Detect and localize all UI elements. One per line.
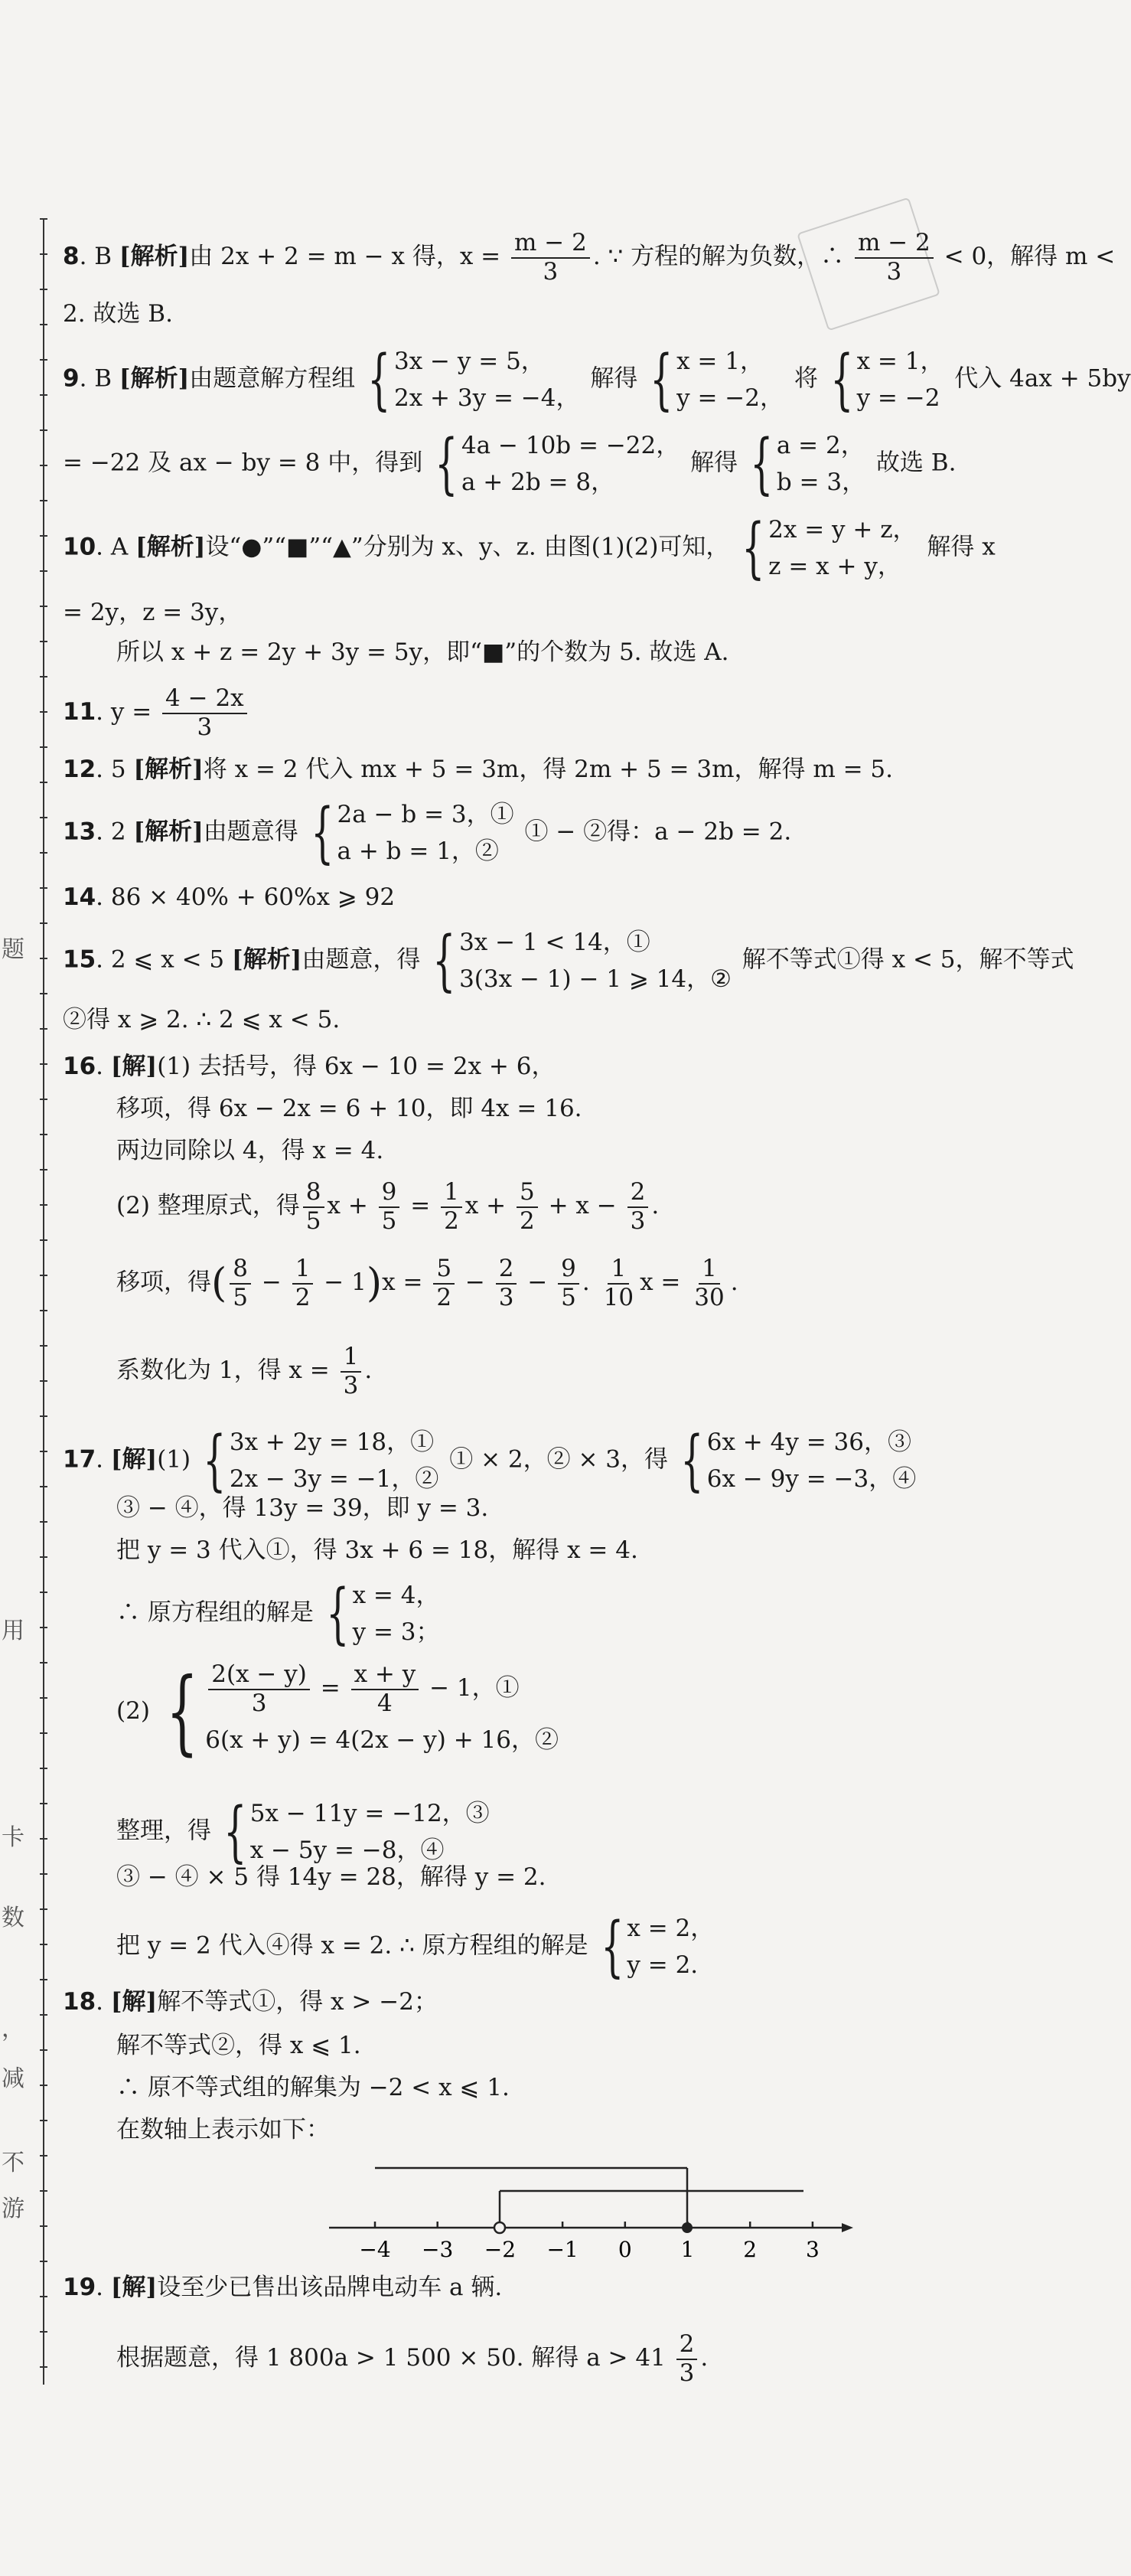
binding-tick <box>40 2049 47 2051</box>
question-number: 17 <box>63 1445 96 1474</box>
binding-tick <box>40 570 47 572</box>
q8-line1: 8. B [解析]由 2x + 2 = m − x 得，x = $\frac{m - 2}{3}$ . ∵ 方程的解为负数，∴ $\frac{m - 2}{3}$ < 0，解得 m < <box>63 229 1116 286</box>
question-number: 10 <box>63 533 96 561</box>
q17-line8: 把 y = 2 代入④得 x = 2. ∴ 原方程组的解是 { x = 2， y = 2. <box>116 1908 715 1985</box>
binding-tick <box>40 2155 47 2156</box>
binding-tick <box>40 606 47 607</box>
binding-tick <box>40 1944 47 1945</box>
margin-char: 数 <box>2 1905 24 1931</box>
q19-line2: 根据题意，得 1 800a > 1 500 × 50. 解得 a > 41 $\frac{2}{3}$ . <box>116 2330 709 2387</box>
q15-line1: 15. 2 ⩽ x < 5 [解析]由题意，得 { 3x − 1 < 14，① 3(3x − 1) − 1 ⩾ 14，② 解不等式①得 x < 5，解不等式 <box>63 922 1074 999</box>
q17-line4: ∴ 原方程组的解是 { x = 4， y = 3； <box>116 1575 440 1652</box>
binding-tick <box>40 1134 47 1135</box>
binding-tick <box>40 1556 47 1558</box>
margin-char: 卡 <box>2 1824 24 1851</box>
binding-tick <box>40 1697 47 1699</box>
binding-tick <box>40 465 47 466</box>
binding-tick <box>40 1310 47 1311</box>
q16-line1: 16. [解](1) 去括号，得 6x − 10 = 2x + 6， <box>63 1053 556 1080</box>
solution-tag: [解] <box>110 1445 158 1474</box>
equation-system: { 2x = y + z， z = x + y， <box>742 510 917 586</box>
q18-line1: 18. [解]解不等式①，得 x > −2； <box>63 1988 438 2016</box>
binding-tick <box>40 676 47 677</box>
binding-tick <box>40 817 47 818</box>
axis-label: 0 <box>618 2237 632 2262</box>
binding-tick <box>40 1521 47 1523</box>
question-number: 16 <box>63 1053 96 1080</box>
number-line <box>321 2151 857 2266</box>
equation-system: { 3x − 1 < 14，① 3(3x − 1) − 1 ⩾ 14，② <box>432 922 732 999</box>
binding-tick <box>40 1345 47 1347</box>
binding-tick <box>40 394 47 396</box>
analysis-tag: [解析] <box>135 533 206 561</box>
binding-tick <box>40 1768 47 1769</box>
binding-tick <box>40 2085 47 2086</box>
q9-line1: 9. B [解析]由题意解方程组 { 3x − y = 5， 2x + 3y = −4， 解得 { x = 1， y = −2， 将 { x = 1， y = −2 代入 4ax + 5by <box>63 341 1131 418</box>
margin-char: 不 <box>2 2150 24 2176</box>
binding-tick <box>40 359 47 361</box>
q19-line1: 19. [解]设至少已售出该品牌电动车 a 辆. <box>63 2274 503 2301</box>
question-number: 12 <box>63 756 96 783</box>
q10-line2: = 2y，z = 3y， <box>63 599 243 626</box>
binding-tick <box>40 782 47 783</box>
binding-tick <box>40 711 47 713</box>
binding-tick <box>40 429 47 431</box>
q10-line3: 所以 x + z = 2y + 3y = 5y，即“■”的个数为 5. 故选 A. <box>116 638 729 666</box>
fraction: $\frac{m - 2}{3}$ <box>855 230 934 286</box>
q13-line1: 13. 2 [解析]由题意得 { 2a − b = 3，① a + b = 1，② ① − ②得：a − 2b = 2. <box>63 795 792 871</box>
binding-tick <box>40 1169 47 1170</box>
binding-tick <box>40 1873 47 1875</box>
q15-line2: ②得 x ⩾ 2. ∴ 2 ⩽ x < 5. <box>63 1006 341 1033</box>
binding-tick <box>40 1732 47 1734</box>
question-number: 18 <box>63 1988 96 2016</box>
axis-label: 3 <box>805 2237 820 2262</box>
question-number: 13 <box>63 818 96 846</box>
q16-line3: 两边同除以 4，得 x = 4. <box>116 1137 384 1164</box>
q12-line1: 12. 5 [解析]将 x = 2 代入 mx + 5 = 3m，得 2m + 5 = 3m，解得 m = 5. <box>63 756 894 783</box>
axis-label: 2 <box>743 2237 758 2262</box>
binding-tick <box>40 993 47 994</box>
solution-tag: [解] <box>110 1988 158 2016</box>
solution-tag: [解] <box>110 2274 158 2301</box>
equation-system: { x = 1， y = −2， <box>650 341 784 418</box>
q16-line4: (2) 整理原式，得 $\frac{8}{5}$ x + $\frac{9}{5}$ = $\frac{1}{2}$ x + $\frac{5}{2}$ + x − $\frac{2}{3}$ . <box>116 1178 660 1235</box>
binding-tick <box>40 1979 47 1980</box>
binding-tick <box>40 2331 47 2333</box>
binding-tick <box>40 2225 47 2227</box>
closed-point <box>682 2222 693 2233</box>
q18-line4: 在数轴上表示如下： <box>116 2116 330 2143</box>
analysis-tag: [解析] <box>119 243 190 271</box>
q16-line6: 系数化为 1，得 x = $\frac{1}{3}$ . <box>116 1343 373 1399</box>
q17-line3: 把 y = 3 代入①，得 3x + 6 = 18，解得 x = 4. <box>116 1536 638 1564</box>
question-number: 15 <box>63 945 96 974</box>
binding-tick <box>40 1415 47 1417</box>
binding-line <box>43 218 44 2385</box>
binding-tick <box>40 1275 47 1276</box>
binding-tick <box>40 2014 47 2016</box>
binding-tick <box>40 289 47 290</box>
fraction: $\frac{m - 2}{3}$ <box>511 230 590 286</box>
binding-tick <box>40 1451 47 1452</box>
q9-line2: = −22 及 ax − by = 8 中，得到 { 4a − 10b = −22， a + 2b = 8， 解得 { a = 2， b = 3， 故选 B. <box>63 426 957 502</box>
binding-tick <box>40 1908 47 1910</box>
axis-label: 1 <box>680 2237 695 2262</box>
q8-line2: 2. 故选 B. <box>63 300 173 328</box>
equation-system: { 4a − 10b = −22， a + 2b = 8， <box>435 426 680 502</box>
equation-system: { 3x − y = 5， 2x + 3y = −4， <box>367 341 580 418</box>
binding-tick <box>40 746 47 748</box>
margin-char: 游 <box>2 2196 24 2222</box>
margin-char: 题 <box>2 936 24 963</box>
binding-tick <box>40 1099 47 1100</box>
question-number: 14 <box>63 883 96 911</box>
axis-label: −1 <box>546 2237 579 2262</box>
binding-margin <box>40 218 47 2385</box>
question-number: 19 <box>63 2274 96 2301</box>
axis-label: −3 <box>422 2237 454 2262</box>
binding-tick <box>40 2296 47 2297</box>
axis-label: −2 <box>484 2237 517 2262</box>
analysis-tag: [解析] <box>133 818 204 846</box>
binding-tick <box>40 1204 47 1206</box>
binding-tick <box>40 852 47 854</box>
q10-line1: 10. A [解析]设“●”“■”“▲”分别为 x、y、z. 由图(1)(2)可知， { 2x = y + z， z = x + y， 解得 x <box>63 510 996 586</box>
fraction: $\frac{4 - 2x}{3}$ <box>162 685 247 741</box>
axis-label: −4 <box>359 2237 391 2262</box>
q18-line2: 解不等式②，得 x ⩽ 1. <box>116 2032 361 2059</box>
binding-tick <box>40 500 47 501</box>
q18-line3: ∴ 原不等式组的解集为 −2 < x ⩽ 1. <box>116 2074 510 2101</box>
open-point <box>494 2222 505 2233</box>
binding-tick <box>40 2190 47 2192</box>
binding-tick <box>40 1803 47 1804</box>
binding-tick <box>40 2120 47 2121</box>
q16-line2: 移项，得 6x − 2x = 6 + 10，即 4x = 16. <box>116 1095 582 1122</box>
binding-tick <box>40 1838 47 1840</box>
binding-tick <box>40 2261 47 2262</box>
q17-line2: ③ − ④，得 13y = 39，即 y = 3. <box>116 1494 489 1522</box>
binding-tick <box>40 1627 47 1628</box>
analysis-tag: [解析] <box>133 756 204 783</box>
equation-system: { a = 2， b = 3， <box>750 426 866 502</box>
binding-tick <box>40 535 47 537</box>
solution-tag: [解] <box>110 1053 158 1080</box>
binding-tick <box>40 958 47 959</box>
binding-tick <box>40 1486 47 1487</box>
binding-tick <box>40 2366 47 2368</box>
binding-tick <box>40 922 47 924</box>
q17-line5: (2) { $\frac{2(x - y)}{3}$ = $\frac{x + y}{4}$ − 1，① 6(x + y) = 4(2x − y) + 16，② <box>116 1658 559 1765</box>
binding-tick <box>40 1239 47 1241</box>
margin-char: 用 <box>2 1618 24 1644</box>
margin-char: 减 <box>2 2065 24 2092</box>
q11-line1: 11. y = $\frac{4 - 2x}{3}$ <box>63 685 250 741</box>
analysis-tag: [解析] <box>232 945 302 974</box>
q14-line1: 14. 86 × 40% + 60%x ⩾ 92 <box>63 883 396 911</box>
margin-char: ， <box>2 2016 24 2042</box>
binding-tick <box>40 1380 47 1382</box>
q17-line7: ③ − ④ × 5 得 14y = 28，解得 y = 2. <box>116 1863 546 1891</box>
binding-tick <box>40 324 47 325</box>
binding-tick <box>40 253 47 255</box>
binding-tick <box>40 1028 47 1030</box>
binding-tick <box>40 1662 47 1663</box>
analysis-tag: [解析] <box>119 364 190 393</box>
equation-system: { x = 1， y = −2 <box>830 341 944 418</box>
question-number: 8 <box>63 243 80 271</box>
q17-line1: 17. [解](1) { 3x + 2y = 18，① 2x − 3y = −1，② ① × 2，② × 3，得 { 6x + 4y = 36，③ 6x − 9y = −3，④ <box>63 1422 917 1499</box>
binding-tick <box>40 218 47 220</box>
question-number: 9 <box>63 364 80 393</box>
q17-line6: 整理，得 { 5x − 11y = −12，③ x − 5y = −8，④ <box>116 1794 490 1870</box>
equation-system: { 2a − b = 3，① a + b = 1，② <box>311 795 514 871</box>
binding-tick <box>40 887 47 889</box>
binding-tick <box>40 1592 47 1593</box>
binding-tick <box>40 1063 47 1065</box>
q16-line5: 移项，得( $\frac{8}{5}$ − $\frac{1}{2}$ − 1)x = $\frac{5}{2}$ − $\frac{2}{3}$ − $\frac{9}{5}$ . $\frac{1}{10}$ x = $\frac{1}{30}$ . <box>116 1255 738 1311</box>
binding-tick <box>40 641 47 642</box>
question-number: 11 <box>63 698 96 726</box>
